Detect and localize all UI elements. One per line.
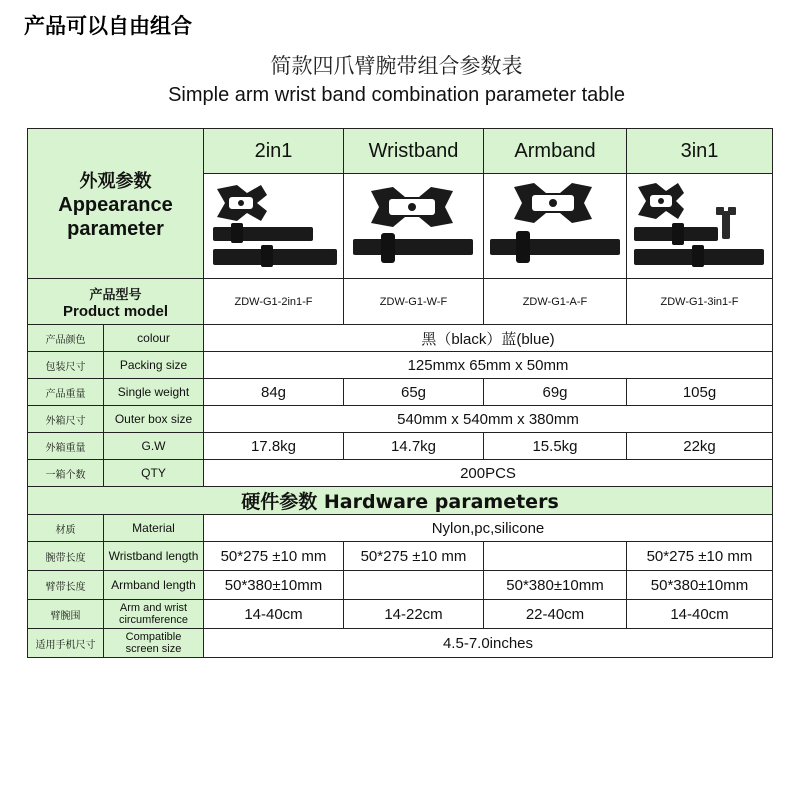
product-model-label-en: Product model: [62, 302, 168, 320]
screen-size-label-en-line1: Compatible: [125, 631, 182, 643]
column-header-armband: Armband: [484, 129, 627, 174]
outer-box-value: 540mm x 540mm x 380mm: [204, 406, 773, 433]
product-image-wristband: [344, 174, 484, 279]
parameter-table: [27, 128, 773, 658]
armband-length-wristband: [344, 571, 484, 600]
model-2in1: ZDW-G1-2in1-F: [204, 279, 344, 325]
gw-label-en: G.W: [104, 433, 204, 460]
product-wristband-image: [349, 181, 479, 271]
model-armband: ZDW-G1-A-F: [484, 279, 627, 325]
weight-wristband: 65g: [344, 379, 484, 406]
armband-length-armband: 50*380±10mm: [484, 571, 627, 600]
colour-label-en: colour: [104, 325, 204, 352]
circumference-label-en-line1: Arm and wrist: [119, 602, 188, 614]
armband-length-3in1: 50*380±10mm: [627, 571, 773, 600]
model-3in1: ZDW-G1-3in1-F: [627, 279, 773, 325]
circumference-label-en: [104, 600, 204, 629]
table-title-en: Simple arm wrist band combination parameter table: [168, 84, 625, 106]
packing-label-cn: 包装尺寸: [28, 352, 104, 379]
circumference-armband: 22-40cm: [484, 600, 627, 629]
product-model-label: [28, 279, 204, 325]
appearance-label-en: Appearance parameter: [58, 193, 173, 240]
product-image-armband: [484, 174, 627, 279]
circumference-label-cn: 臂腕围: [28, 600, 104, 629]
product-2in1-image: [209, 181, 339, 271]
weight-label-en: Single weight: [104, 379, 204, 406]
wristband-length-3in1: 50*275 ±10 mm: [627, 542, 773, 571]
column-header-wristband: Wristband: [344, 129, 484, 174]
weight-2in1: 84g: [204, 379, 344, 406]
material-label-cn: 材质: [28, 515, 104, 542]
armband-length-label-en: Armband length: [104, 571, 204, 600]
wristband-length-2in1: 50*275 ±10 mm: [204, 542, 344, 571]
armband-length-label-cn: 臂带长度: [28, 571, 104, 600]
gw-label-cn: 外箱重量: [28, 433, 104, 460]
material-label-en: Material: [104, 515, 204, 542]
product-armband-image: [488, 181, 622, 271]
colour-label-cn: 产品颜色: [28, 325, 104, 352]
qty-label-cn: 一箱个数: [28, 460, 104, 487]
weight-armband: 69g: [484, 379, 627, 406]
product-image-3in1: [627, 174, 773, 279]
screen-size-value: 4.5-7.0inches: [204, 629, 773, 658]
material-value: Nylon,pc,silicone: [204, 515, 773, 542]
appearance-label-cn: 外观参数: [79, 170, 152, 192]
qty-label-en: QTY: [104, 460, 204, 487]
product-image-2in1: [204, 174, 344, 279]
circumference-2in1: 14-40cm: [204, 600, 344, 629]
packing-label-en: Packing size: [104, 352, 204, 379]
circumference-wristband: 14-22cm: [344, 600, 484, 629]
top-title: 产品可以自由组合: [24, 14, 192, 38]
hardware-section-header: 硬件参数 Hardware parameters: [28, 487, 773, 515]
appearance-header: [28, 129, 204, 279]
gw-wristband: 14.7kg: [344, 433, 484, 460]
wristband-length-wristband: 50*275 ±10 mm: [344, 542, 484, 571]
screen-size-label-en-line2: screen size: [125, 643, 182, 655]
table-title-cn: 简款四爪臂腕带组合参数表: [270, 54, 523, 78]
weight-3in1: 105g: [627, 379, 773, 406]
circumference-label-en-line2: circumference: [118, 614, 189, 626]
model-wristband: ZDW-G1-W-F: [344, 279, 484, 325]
circumference-3in1: 14-40cm: [627, 600, 773, 629]
product-model-label-cn: 产品型号: [89, 287, 142, 303]
gw-armband: 15.5kg: [484, 433, 627, 460]
gw-2in1: 17.8kg: [204, 433, 344, 460]
column-header-2in1: 2in1: [204, 129, 344, 174]
outer-box-label-en: Outer box size: [104, 406, 204, 433]
wristband-length-label-cn: 腕带长度: [28, 542, 104, 571]
column-header-3in1: 3in1: [627, 129, 773, 174]
armband-length-2in1: 50*380±10mm: [204, 571, 344, 600]
packing-value: 125mmx 65mm x 50mm: [204, 352, 773, 379]
product-3in1-image: [632, 181, 768, 271]
colour-value: 黑（black）蓝(blue): [204, 325, 773, 352]
outer-box-label-cn: 外箱尺寸: [28, 406, 104, 433]
wristband-length-label-en: Wristband length: [104, 542, 204, 571]
screen-size-label-en: [104, 629, 204, 658]
gw-3in1: 22kg: [627, 433, 773, 460]
qty-value: 200PCS: [204, 460, 773, 487]
screen-size-label-cn: 适用手机尺寸: [28, 629, 104, 658]
wristband-length-armband: [484, 542, 627, 571]
weight-label-cn: 产品重量: [28, 379, 104, 406]
